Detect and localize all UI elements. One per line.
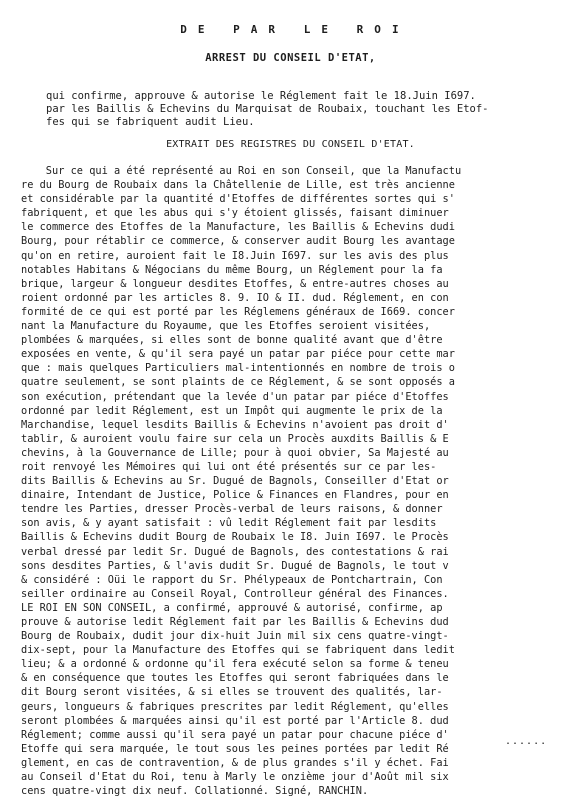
body-line: son avis, & y ayant satisfait : vû ledit Réglement fait par lesdits (21, 517, 437, 530)
body-line: son exécution, prétendant que la levée d'un patar par piéce d'Etoffes (21, 390, 449, 403)
body-line: cens quatre-vingt dix neuf. Collationné. Signé, RANCHIN. (21, 785, 369, 798)
body-line: geurs, longueurs & fabriques prescrites par ledit Réglement, qu'elles (21, 700, 449, 713)
body-line: tendre les Parties, dresser Procès-verbal de leurs raisons, & donner (21, 503, 443, 516)
summary-line: fes qui se fabriquent audit Lieu. (46, 116, 255, 128)
body-line: sons desdites Parties, & l'avis dudit Sr. Dugué de Bagnols, le tout v (21, 559, 449, 572)
body-line: dit Bourg seront visitées, & si elles se trouvent des qualités, lar- (21, 686, 443, 699)
body-line: & en conséquence que toutes les Etoffes qui seront fabriquées dans le (21, 672, 449, 685)
body-line: quatre seulement, se sont plaints de ce Réglement, & se sont opposés a (21, 376, 455, 389)
body-line: nant la Manufacture du Royaume, que les Etoffes seroient visitées, (21, 320, 431, 333)
body-line: re du Bourg de Roubaix dans la Châtellenie de Lille, est très ancienne (21, 179, 455, 192)
body-line: prouve & autorise ledit Réglement fait par les Baillis & Echevins dud (21, 616, 449, 628)
body-line: plombées & marquées, si elles sont de bonne qualité avant que d'être (21, 334, 443, 347)
decree-title: D E P A R L E R O I (180, 23, 401, 36)
body-line: verbal dressé par ledit Sr. Dugué de Bagnols, des contestations & rai (21, 545, 449, 558)
body-line: et considérable par la quantité d'Etoffes de différentes sortes qui s' (21, 193, 455, 206)
body-line: fabriquent, et que les abus qui s'y étoient glissés, faisant diminuer (21, 207, 449, 220)
body-line: ordonné par ledit Réglement, est un Impôt qui augmente le prix de la (21, 404, 443, 417)
body-line: LE ROI EN SON CONSEIL, a confirmé, approuvé & autorisé, confirme, ap (21, 601, 443, 614)
body-line: dits Baillis & Echevins au Sr. Dugué de Bagnols, Conseiller d'Etat or (21, 475, 449, 488)
body-line: roient ordonné par les articles 8. 9. IO & II. dud. Réglement, en con (21, 291, 449, 304)
body-line: notables Habitans & Négocians du même Bourg, un Réglement pour la fa (21, 263, 443, 276)
body-line: lieu; & a ordonné & ordonne qu'il fera exécuté selon sa forme & teneu (21, 658, 449, 671)
body-line: tablir, & auroient voulu faire sur cela un Procès auxdits Baillis & E (21, 432, 449, 445)
body-line: dix-sept, pour la Manufacture des Etoffes qui se fabriquent dans ledit (21, 644, 455, 657)
body-line: chevins, à la Gouvernance de Lille; pour à quoi obvier, Sa Majesté au (21, 446, 449, 459)
body-line: seront plombées & marquées ainsi qu'il est porté par l'Article 8. dud (21, 714, 449, 727)
body-line: Marchandise, lequel lesdits Baillis & Echevins n'avoient pas droit d' (21, 418, 449, 431)
continuation-dots: ...... (505, 736, 548, 747)
body-line: dinaire, Intendant de Justice, Police & Finances en Flandres, pour en (21, 489, 449, 502)
body-line: formité de ce qui est porté par les Réglemens généraux de I669. concer (21, 305, 455, 318)
body-line: le commerce des Etoffes de la Manufacture, les Baillis & Echevins dudi (21, 221, 455, 234)
body-line: seiller ordinaire au Conseil Royal, Controlleur général des Finances. (21, 587, 449, 600)
body-line: au Conseil d'Etat du Roi, tenu à Marly le onzième jour d'Août mil six (21, 771, 449, 784)
body-line: Baillis & Echevins dudit Bourg de Roubaix le I8. Juin I697. le Procès (21, 531, 449, 544)
body-line: Sur ce qui a été représenté au Roi en son Conseil, que la Manufactu (21, 165, 462, 177)
body-line: qu'on en retire, auroient fait le I8.Juin I697. sur les avis des plus (21, 249, 449, 262)
summary-line: qui confirme, approuve & autorise le Réglement fait le 18.Juin I697. (46, 90, 476, 102)
body-line: Réglement; comme aussi qu'il sera payé un patar pour chacune piéce d' (21, 728, 449, 741)
body-line: glement, en cas de contravention, & de plus grandes s'il y échet. Fai (21, 756, 449, 769)
body-line: Bourg, pour rétablir ce commerce, & conserver audit Bourg les avantage (21, 235, 455, 248)
body-line: roit renvoyé les Mémoires qui lui ont été présentés sur ce par les- (21, 460, 437, 473)
decree-summary (46, 90, 566, 129)
body-line: Bourg de Roubaix, dudit jour dix-huit Juin mil six cens quatre-vingt- (21, 630, 449, 643)
body-line: exposées en vente, & qu'il sera payé un patar par piéce pour cette mar (21, 348, 455, 361)
extract-heading: EXTRAIT DES REGISTRES DU CONSEIL D'ETAT. (166, 139, 415, 150)
body-line: que : mais quelques Particuliers mal-intentionnés en nombre de trois o (21, 362, 455, 375)
summary-line: par les Baillis & Echevins du Marquisat de Roubaix, touchant les Etof- (46, 103, 489, 115)
decree-body (21, 164, 576, 798)
body-line: & considéré : Oüi le rapport du Sr. Phélypeaux de Pontchartrain, Con (21, 573, 443, 586)
body-line: Etoffe qui sera marquée, le tout sous les peines portées par ledit Ré (21, 742, 449, 755)
decree-subtitle: ARREST DU CONSEIL D'ETAT, (205, 52, 376, 64)
body-line: brique, largeur & longueur desdites Etoffes, & entre-autres choses au (21, 277, 449, 290)
